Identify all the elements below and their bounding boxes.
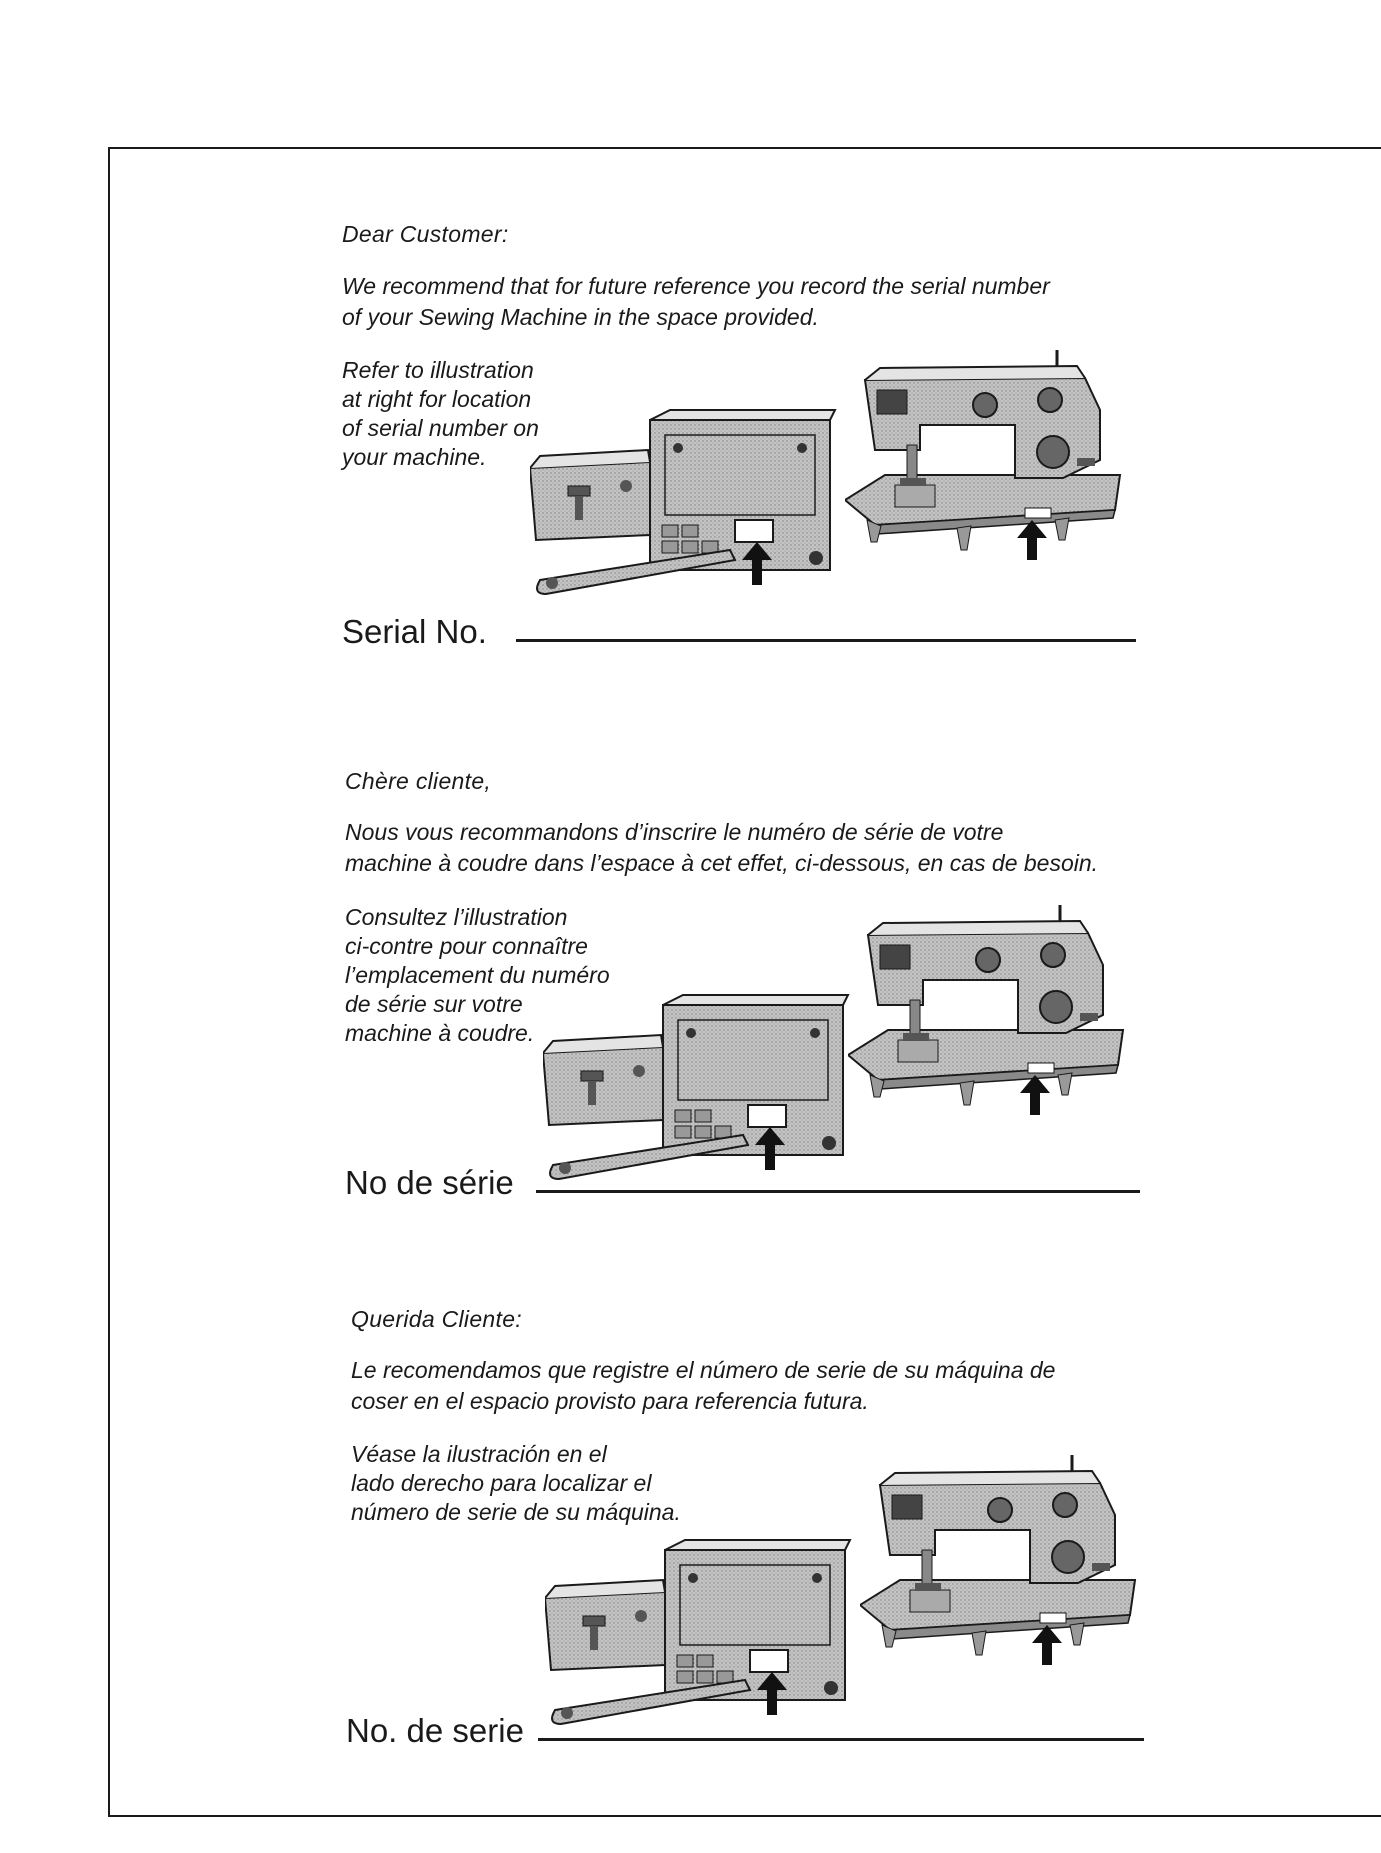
spanish-refer-line: lado derecho para localizar el [351, 1470, 652, 1496]
english-refer-text [342, 356, 539, 472]
english-refer-line: Refer to illustration [342, 357, 534, 383]
english-bottom-view-illustration [530, 400, 840, 600]
english-intro-line: of your Sewing Machine in the space provided. [342, 304, 819, 330]
french-intro-line: machine à coudre dans l’espace à cet effet, ci-dessous, en cas de besoin. [345, 850, 1099, 876]
french-refer-line: Consultez l’illustration [345, 904, 568, 930]
english-serial-label: Serial No. [342, 613, 487, 650]
french-serial-field-line[interactable] [536, 1190, 1140, 1193]
spanish-intro-line: Le recomendamos que registre el número de serie de su máquina de [351, 1357, 1056, 1383]
french-bottom-view-illustration [543, 985, 853, 1185]
french-greeting: Chère cliente, [345, 768, 492, 794]
spanish-serial-field-line[interactable] [538, 1738, 1144, 1741]
spanish-intro [351, 1355, 1055, 1417]
french-intro [345, 817, 1098, 879]
spanish-bottom-view-illustration [545, 1530, 855, 1730]
english-refer-line: at right for location [342, 386, 532, 412]
english-machine-illustration [845, 345, 1125, 590]
spanish-refer-line: Véase la ilustración en el [351, 1441, 607, 1467]
english-intro [342, 271, 1050, 333]
french-refer-line: machine à coudre. [345, 1020, 535, 1046]
english-refer-line: of serial number on [342, 415, 539, 441]
english-intro-line: We recommend that for future reference you record the serial number [342, 273, 1050, 299]
spanish-serial-label: No. de serie [346, 1712, 524, 1749]
spanish-refer-line: número de serie de su máquina. [351, 1499, 681, 1525]
french-refer-line: de série sur votre [345, 991, 523, 1017]
english-refer-line: your machine. [342, 444, 487, 470]
french-intro-line: Nous vous recommandons d’inscrire le numéro de série de votre [345, 819, 1004, 845]
french-machine-illustration [848, 900, 1128, 1145]
english-serial-field-line[interactable] [516, 639, 1136, 642]
english-greeting: Dear Customer: [342, 221, 509, 247]
spanish-greeting: Querida Cliente: [351, 1306, 522, 1332]
french-refer-line: l’emplacement du numéro [345, 962, 610, 988]
spanish-refer-text [351, 1440, 681, 1527]
spanish-intro-line: coser en el espacio provisto para referencia futura. [351, 1388, 869, 1414]
french-refer-line: ci-contre pour connaître [345, 933, 588, 959]
spanish-machine-illustration [860, 1450, 1140, 1695]
french-serial-label: No de série [345, 1164, 514, 1201]
